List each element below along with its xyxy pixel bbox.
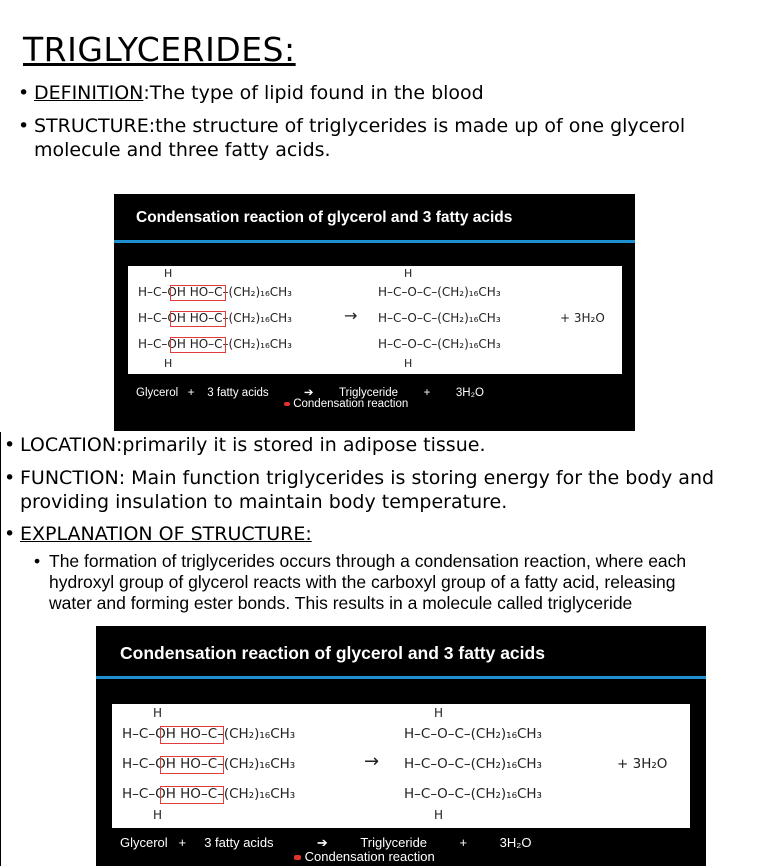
h-bottom: H (164, 357, 173, 370)
definition-text: :The type of lipid found in the blood (143, 82, 484, 104)
diagram-caption: Glycerol + 3 fatty acids ➔ Triglyceride + 3H₂O (136, 387, 484, 399)
reaction-highlight-box (170, 311, 226, 327)
h-bottom-right: H (404, 357, 413, 370)
reaction-diagram-1 (114, 194, 635, 431)
left-margin-rule (0, 432, 1, 866)
structure-line-2: molecule and three fatty acids. (34, 139, 331, 161)
reaction-panel (128, 266, 622, 374)
page-title: TRIGLYCERIDES: (23, 30, 296, 69)
h-bottom-right: H (434, 808, 444, 822)
location-bullet (4, 433, 486, 457)
glycerol-row-3: H–C–OH HO–C–(CH₂)₁₆CH₃ (138, 337, 292, 351)
definition-label: DEFINITION (34, 82, 144, 104)
bullet-red-icon (294, 855, 301, 860)
bullet-dot-icon: • (4, 523, 16, 545)
function-bullet (4, 466, 715, 514)
water-product: + 3H₂O (617, 756, 668, 772)
glycerol-row-3: H–C–OH HO–C–(CH₂)₁₆CH₃ (122, 786, 296, 802)
ester-row-1: H–C–O–C–(CH₂)₁₆CH₃ (378, 285, 501, 299)
definition-bullet (18, 81, 484, 105)
water-product: + 3H₂O (560, 311, 605, 325)
bullet-dot-icon: • (4, 467, 16, 489)
location-text: LOCATION:primarily it is stored in adipose tissue. (20, 434, 486, 456)
glycerol-row-1: H–C–OH HO–C–(CH₂)₁₆CH₃ (122, 726, 296, 742)
explanation-line-2: hydroxyl group of glycerol reacts with the carboxyl group of a fatty acid, releasing (49, 572, 676, 592)
ester-row-1: H–C–O–C–(CH₂)₁₆CH₃ (404, 726, 542, 742)
explanation-line-3: water and forming ester bonds. This results in a molecule called triglyceride (49, 593, 633, 613)
glycerol-row-2: H–C–OH HO–C–(CH₂)₁₆CH₃ (122, 756, 296, 772)
explanation-line-1: The formation of triglycerides occurs through a condensation reaction, where each (49, 551, 687, 571)
reaction-highlight-box (160, 786, 224, 804)
diagram-heading: Condensation reaction of glycerol and 3 fatty acids (120, 643, 545, 663)
explanation-sub-bullet (34, 551, 761, 614)
reaction-highlight-box (160, 756, 224, 774)
function-line-1: FUNCTION: Main function triglycerides is storing energy for the body and (20, 467, 715, 489)
reaction-arrow-icon: → (364, 751, 380, 772)
reaction-highlight-box (170, 337, 226, 353)
h-top-right: H (404, 267, 413, 280)
bullet-red-icon (284, 402, 290, 406)
explanation-heading: EXPLANATION OF STRUCTURE: (20, 523, 312, 545)
diagram-divider (114, 240, 635, 243)
h-top-right: H (434, 706, 444, 720)
structure-bullet (18, 114, 686, 162)
function-line-2: providing insulation to maintain body temperature. (20, 491, 508, 513)
reaction-highlight-box (170, 285, 226, 301)
ester-row-3: H–C–O–C–(CH₂)₁₆CH₃ (404, 786, 542, 802)
explanation-bullet (4, 522, 312, 546)
diagram-caption: Glycerol + 3 fatty acids ➔ Triglyceride + 3H₂O (120, 835, 532, 850)
diagram-heading: Condensation reaction of glycerol and 3 fatty acids (136, 209, 513, 226)
bullet-dot-icon: • (18, 82, 30, 104)
ester-row-2: H–C–O–C–(CH₂)₁₆CH₃ (404, 756, 542, 772)
ester-row-3: H–C–O–C–(CH₂)₁₆CH₃ (378, 337, 501, 351)
reaction-arrow-icon: → (344, 306, 358, 325)
ester-row-2: H–C–O–C–(CH₂)₁₆CH₃ (378, 311, 501, 325)
diagram-subcaption: Condensation reaction (284, 398, 408, 410)
h-bottom: H (153, 808, 163, 822)
glycerol-row-1: H–C–OH HO–C–(CH₂)₁₆CH₃ (138, 285, 292, 299)
h-top: H (164, 267, 173, 280)
bullet-dot-icon: • (4, 434, 16, 456)
reaction-diagram-2 (96, 626, 706, 866)
reaction-panel (112, 704, 690, 828)
bullet-dot-icon: • (18, 115, 30, 137)
diagram-subcaption: Condensation reaction (294, 849, 435, 864)
diagram-divider (96, 676, 706, 679)
structure-line-1: STRUCTURE:the structure of triglycerides is made up of one glycerol (34, 115, 686, 137)
h-top: H (153, 706, 163, 720)
reaction-highlight-box (160, 726, 224, 744)
glycerol-row-2: H–C–OH HO–C–(CH₂)₁₆CH₃ (138, 311, 292, 325)
bullet-dot-icon: • (34, 551, 41, 571)
